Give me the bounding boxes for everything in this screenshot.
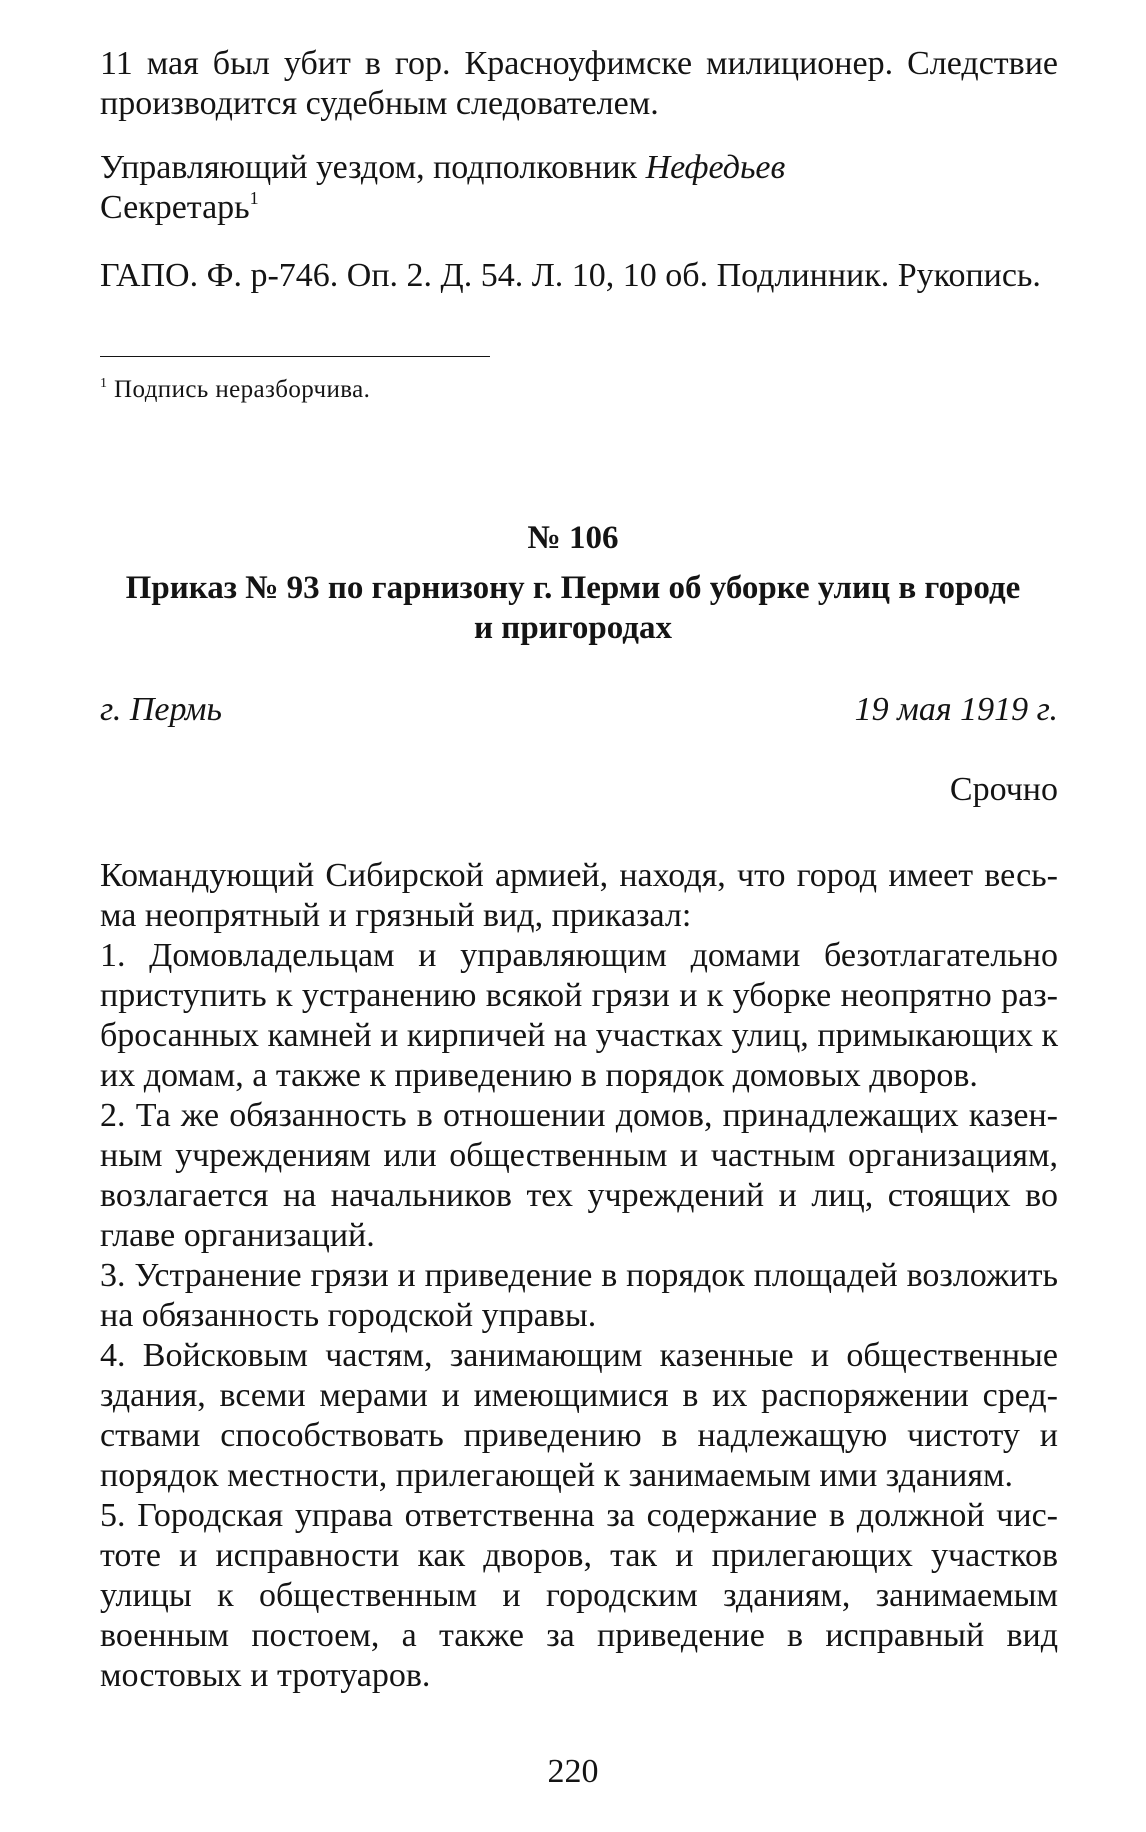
order-item-4-text: 4. Войсковым частям, занимающим казенные и общественные здания, всеми мерами и имеющимися в их распоряжении средствами способствовать приведению в надлежащую чистоту и порядок местности, прилегающей к занимаемым ими зданиям. (100, 1337, 1058, 1494)
secretary-line (100, 188, 1058, 228)
document-number (70, 518, 1076, 558)
footnote-divider (100, 356, 490, 357)
signer-line (100, 148, 1058, 188)
order-item-2 (100, 1096, 1058, 1256)
footnote-marker: 1 (249, 188, 259, 208)
archive-reference (100, 256, 1058, 296)
order-item-1 (100, 936, 1058, 1096)
signer-name: Нефедьев (645, 149, 786, 186)
order-item-3-text: 3. Устранение грязи и приведение в порядок площадей возложить на обязанность городской управы. (100, 1257, 1058, 1334)
footnote-text: Подпись неразборчива. (107, 376, 371, 403)
signature-block (100, 148, 1058, 228)
intro-paragraph (100, 44, 1058, 124)
order-item-4 (100, 1336, 1058, 1496)
order-preamble-text: Командующий Сибирской армией, находя, что город имеет весьма неопрятный и грязный вид, приказал: (100, 857, 1058, 934)
document-title (70, 568, 1076, 648)
page-number (0, 1753, 1146, 1791)
page-number-text: 220 (547, 1753, 599, 1790)
order-item-5-text: 5. Городская управа ответственна за содержание в должной чистоте и исправности как дворов, так и прилегающих участков улицы к общественным и городским зданиям, занимаемым военным постоем, а также за приведение в исправный вид мостовых и тротуаров. (100, 1497, 1058, 1694)
archive-reference-text: ГАПО. Ф. р-746. Оп. 2. Д. 54. Л. 10, 10 об. Подлинник. Рукопись. (100, 257, 1041, 294)
urgency-note (100, 770, 1058, 810)
footnote-mark: 1 (100, 376, 108, 391)
signer-title: Управляющий уездом, подполковник (100, 149, 646, 186)
intro-paragraph-text: 11 мая был убит в гор. Красноуфимске милиционер. Следствие производится судебным следователем. (100, 45, 1058, 122)
document-title-line2: и пригородах (474, 610, 672, 646)
order-body (100, 856, 1058, 1696)
urgency-text: Срочно (949, 771, 1058, 808)
order-item-1-text: 1. Домовладельцам и управляющим домами безотлагательно приступить к устранению всякой грязи и к уборке неопрятно разбросанных камней и кирпичей на участках улиц, примыкающих к их домам, а также к приведению в порядок домовых дворов. (100, 937, 1058, 1094)
order-item-5 (100, 1496, 1058, 1696)
document-number-text: № 106 (527, 520, 619, 556)
document-title-line1: Приказ № 93 по гарнизону г. Перми об уборке улиц в городе (125, 570, 1021, 606)
secretary-label: Секретарь (100, 189, 250, 226)
document-place: г. Пермь (100, 691, 222, 728)
order-preamble (100, 856, 1058, 936)
document-date: 19 мая 1919 г. (854, 691, 1058, 728)
order-item-2-text: 2. Та же обязанность в отношении домов, принадлежащих казенным учреждениям или общественным и частным организациям, возлагается на начальников тех учреждений и лиц, стоящих во главе организаций. (100, 1097, 1058, 1254)
order-item-3 (100, 1256, 1058, 1336)
footnote (100, 374, 370, 406)
